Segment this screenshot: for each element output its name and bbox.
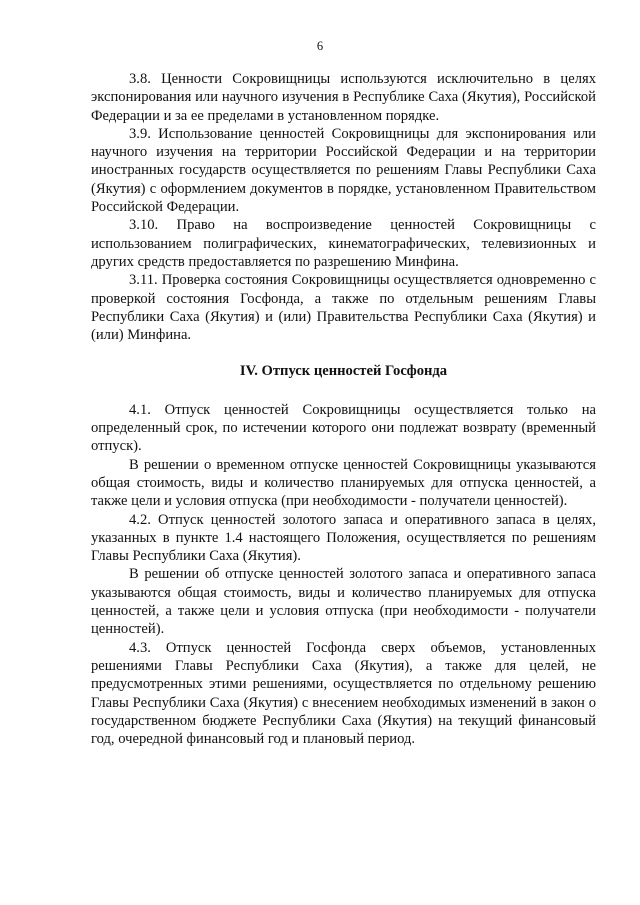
paragraph-3-9: 3.9. Использование ценностей Сокровищницы для экспонирования или научного изучения на территории Российской Федерации и на территории иностранных государств осуществляется по решениям Главы Республики Саха (Якутия) с оформлением документов в порядке, установленном Правительством Российской Федерации. — [91, 125, 596, 216]
section-heading: IV. Отпуск ценностей Госфонда — [239, 363, 448, 380]
paragraph-3-11: 3.11. Проверка состояния Сокровищницы осуществляется одновременно с проверкой состояния Госфонда, а также по отдельным решениям Главы Республики Саха (Якутия) и (или) Правительства Республики Саха (Якутия) и (или) Минфина. — [91, 272, 596, 344]
paragraph-3-8: 3.8. Ценности Сокровищницы используются исключительно в целях экспонирования или научного изучения в Республике Саха (Якутия), Российской Федерации и за ее пределами в установленном порядке. — [91, 71, 596, 124]
paragraph-4-3: 4.3. Отпуск ценностей Госфонда сверх объемов, установленных решениями Главы Республики Саха (Якутия), а также для целей, не предусмотренных этими решениями, осуществляется по отдельному решению Главы Республики Саха (Якутия) с внесением необходимых изменений в закон о государственном бюджете Республики Саха (Якутия) на текущий финансовый год, очередной финансовый год и плановый период. — [91, 639, 596, 748]
paragraph-4-2-decision: В решении об отпуске ценностей золотого запаса и оперативного запаса указываются общая стоимость, виды и количество планируемых для отпуска ценностей, а также цели и условия отпуска (при необходимости - получатели ценностей). — [91, 566, 596, 638]
paragraph-3-10: 3.10. Право на воспроизведение ценностей Сокровищницы с использованием полиграфических, кинематографических, телевизионных и других средств предоставляется по разрешению Минфина. — [91, 217, 596, 270]
paragraph-4-1-decision: В решении о временном отпуске ценностей Сокровищницы указываются общая стоимость, виды и количество планируемых для отпуска ценностей, а также цели и условия отпуска (при необходимости - получатели ценностей). — [91, 456, 596, 510]
page-number: 6 — [316, 39, 324, 53]
paragraph-4-2: 4.2. Отпуск ценностей золотого запаса и оперативного запаса в целях, указанных в пункте 1.4 настоящего Положения, осуществляется по решениям Главы Республики Саха (Якутия). — [91, 511, 596, 565]
document-body — [91, 70, 596, 748]
paragraph-4-1: 4.1. Отпуск ценностей Сокровищницы осуществляется только на определенный срок, по истечении которого они подлежат возврату (временный отпуск). — [91, 401, 596, 455]
